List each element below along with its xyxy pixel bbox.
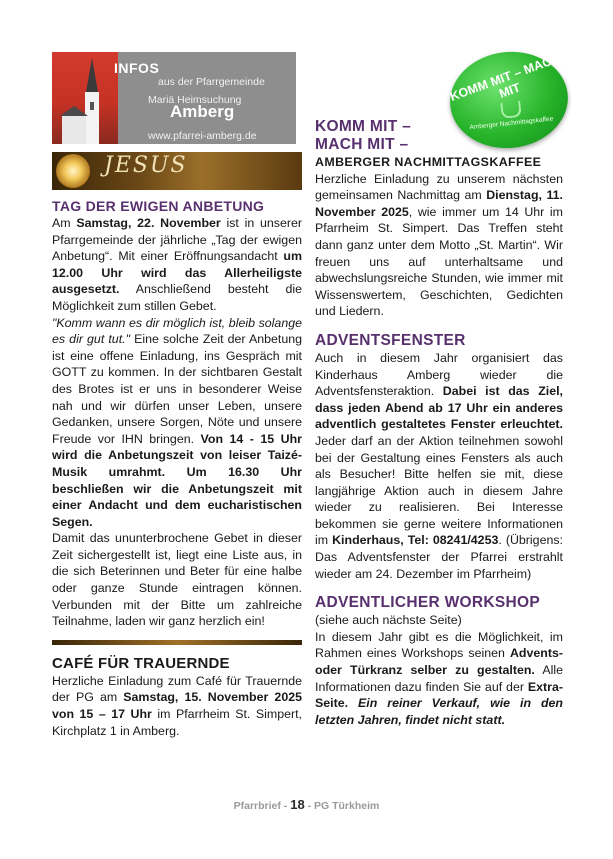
kommmit-heading: KOMM MIT – MACH MIT –	[315, 118, 411, 153]
header-line-2: Mariä Heimsuchung	[148, 94, 242, 106]
anbetung-paragraph-3: Damit das ununterbrochene Gebet in dieser Zeit sichergestellt ist, liegt eine Liste aus, in die sich Beterinnen und Beter für eine halbe oder ganze Stunde eintragen können. Verbunden mit der Bitte um zahlreiche Teilnahme, laden wir ganz herzlich ein!	[52, 531, 302, 629]
cafe-trauernde-heading: CAFÉ FÜR TRAUERNDE	[52, 654, 230, 672]
workshop-subheading: (siehe auch nächste Seite)	[315, 613, 462, 628]
adventsfenster-heading: ADVENTSFENSTER	[315, 331, 466, 349]
workshop-section	[315, 594, 563, 728]
anbetung-section	[52, 198, 302, 630]
kommmit-subheading: AMBERGER NACHMITTAGSKAFFEE	[315, 155, 542, 169]
anbetung-paragraph-2: "Komm wann es dir möglich ist, bleib solange es dir gut tut." Eine solche Zeit der Anbetung ist eine offene Einladung, ins Gespräch mit GOTT zu kommen. In der sichtbaren Gestalt des Brotes ist er uns in besonderer Weise nah und wir dürfen unser Leben, unsere Gedanken, unsere Sorgen, Nöte und unsere Freude vor IHN bringen. Von 14 - 15 Uhr wird die Anbetungszeit von leiser Taizé-Musik umrahmt. Um 16.30 Uhr beschließen wir die Anbetungszeit mit einer Andacht und dem eucharistischen Segen.	[52, 315, 303, 529]
anbetung-heading: TAG DER EWIGEN ANBETUNG	[52, 198, 265, 214]
left-column	[52, 52, 302, 739]
monstrance-icon	[56, 154, 90, 188]
workshop-heading: ADVENTLICHER WORKSHOP	[315, 594, 541, 612]
header-line-1: aus der Pfarrgemeinde	[158, 76, 265, 88]
badge-subtitle: Amberger Nachmittagskaffee	[469, 115, 554, 132]
church-tower-icon	[52, 52, 118, 144]
section-divider	[52, 640, 302, 645]
workshop-text: In diesem Jahr gibt es die Möglichkeit, im Rahmen eines Workshops seinen Advents- oder Türkranz selber zu gestalten. Alle Informationen dazu finden Sie auf der Extra-Seite. Ein reiner Verkauf, wie in den letzten Jahren, findet nicht statt.	[315, 629, 563, 727]
badge-title: KOMM MIT – MACH MIT	[448, 51, 562, 104]
cafe-trauernde-text: Herzliche Einladung zum Café für Trauernde der PG am Samstag, 15. November 2025 von 15 – 17 Uhr im Pfarrheim St. Simpert, Kirchplatz 1 in Amberg.	[52, 673, 302, 738]
infos-title: INFOS	[114, 60, 160, 76]
adventsfenster-section	[315, 332, 563, 582]
footer-right: - PG Türkheim	[304, 800, 380, 812]
footer-left: Pfarrbrief -	[233, 800, 291, 812]
church-photo	[52, 52, 118, 144]
kommmit-section	[315, 118, 563, 320]
page-footer	[0, 797, 613, 812]
banner-word: JESUS	[104, 153, 188, 178]
right-column	[315, 52, 563, 728]
jesus-banner	[52, 152, 302, 190]
kommmit-text: Herzliche Einladung zu unserem nächsten gemeinsamen Nachmittag am Dienstag, 11. November 2025, wie immer um 14 Uhr im Pfarrheim St. Simpert. Das Treffen steht dann ganz unter dem Motto „St. Martin“. Wir freuen uns auf unterhaltsame und abwechslungsreiche Stunden, wie immer mit Wissenswertem, Geschichten, Gedichten und Liedern.	[315, 171, 564, 319]
adventsfenster-text: Auch in diesem Jahr organisiert das Kinderhaus Amberg wieder die Adventsfensteraktion. Dabei ist das Ziel, dass jeden Abend ab 17 Uhr ein anderes adventlich gestaltetes Fenster erleuchtet. Jeder darf an der Aktion teilnehmen sowohl bei der Gestaltung eines Fensters als auch als Besucher! Bitte helfen sie mit, diese langjährige Aktion auch in diesem Jahre wieder zu realisieren. Bei Interesse bekommen sie gerne weitere Informationen im Kinderhaus, Tel: 08241/4253. (Übrigens: Das Adventsfenster der Pfarrei erstrahlt wieder am 24. Dezember im Pfarrheim)	[315, 350, 563, 581]
page-number: 18	[290, 797, 305, 812]
cafe-trauernde-section	[52, 655, 302, 739]
header-town: Amberg	[170, 102, 235, 121]
anbetung-paragraph-1: Am Samstag, 22. November ist in unserer Pfarrgemeinde der jährliche „Tag der ewigen Anbetung“. Mit einer Eröffnungsandacht um 12.00 Uhr wird das Allerheiligste ausgesetzt. Anschließend besteht die Möglichkeit zum stillen Gebet.	[52, 216, 302, 313]
header-url[interactable]: www.pfarrei-amberg.de	[148, 130, 257, 142]
parish-info-header	[52, 52, 296, 144]
